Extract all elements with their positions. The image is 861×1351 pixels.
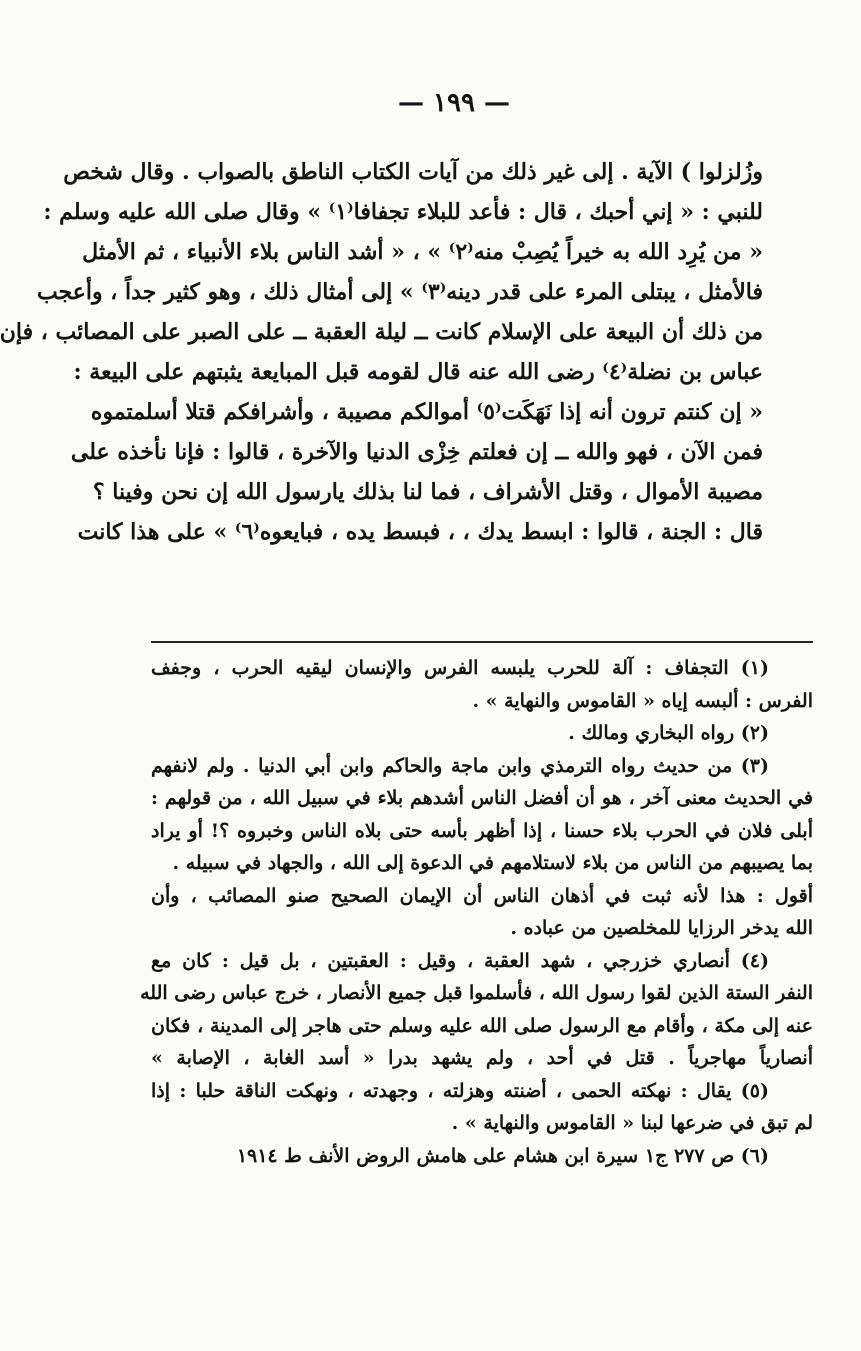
footnote-line: (٦) ص ٢٧٧ ج١ سيرة ابن هشام على هامش الروض الأنف ط ١٩١٤ bbox=[236, 1144, 769, 1167]
footnote-line: (٤) أنصاري خزرجي ، شهد العقبة ، وقيل : العقبتين ، بل قيل : كان مع bbox=[151, 949, 769, 972]
footnote-line: عنه إلى مكة ، وأقام مع الرسول صلى الله عليه وسلم حتى هاجر إلى المدينة ، فكان bbox=[151, 1014, 813, 1037]
footnote-line: (٢) رواه البخاري ومالك . bbox=[568, 722, 769, 744]
footnote-line: أبلى فلان في الحرب بلاء حسنا ، إذا أظهر بأسه حتى بلاه الناس وخبروه ؟! أو يراد bbox=[151, 819, 813, 842]
main-text bbox=[0, 152, 763, 552]
footnote-line: في الحديث معنى آخر ، هو أن أفضل الناس أشدهم بلاء في سبيل الله ، من قولهم : bbox=[151, 787, 813, 809]
main-line: فالأمثل ، يبتلى المرء على قدر دينه⁽٣⁾ » إلى أمثال ذلك ، وهو كثير جداً ، وأعجب bbox=[36, 279, 763, 305]
main-line: عباس بن نضلة⁽٤⁾ رضى الله عنه قال لقومه قبل المبايعة يثبتهم على البيعة : bbox=[73, 359, 763, 385]
page-number: — ١٩٩ — bbox=[397, 88, 511, 118]
footnote-line: أقول : هذا لأنه ثبت في أذهان الناس أن الإيمان الصحيح صنو المصائب ، وأن bbox=[151, 884, 813, 907]
footnote-line: لم تبق في ضرعها لبنا « القاموس والنهاية » . bbox=[451, 1112, 813, 1134]
main-line: قال : الجنة ، قالوا : ابسط يدك ، ، فبسط يده ، فبايعوه⁽٦⁾ » على هذا كانت bbox=[77, 519, 763, 545]
footnote-divider bbox=[151, 641, 813, 643]
footnote-line: بما يصيبهم من الناس من بلاء لاستلامهم في الدعوة إلى الله ، والجهاد في سبيله . bbox=[172, 852, 813, 874]
footnote-line: الله يدخر الرزايا للمخلصين من عباده . bbox=[510, 917, 813, 939]
main-line: « إن كنتم ترون أنه إذا نَهَكَت⁽٥⁾ أموالكم مصيبة ، وأشرافكم قتلا أسلمتموه bbox=[90, 399, 763, 425]
footnote-line: أنصارياً مهاجرياً . قتل في أحد ، ولم يشهد بدرا « أسد الغابة ، الإصابة » bbox=[151, 1047, 813, 1069]
main-line: وزُلزلوا ) الآية . إلى غير ذلك من آيات الكتاب الناطق بالصواب . وقال شخص bbox=[63, 159, 763, 185]
main-line: من ذلك أن البيعة على الإسلام كانت ــ ليلة العقبة ــ على الصبر على المصائب ، فإن bbox=[0, 319, 763, 345]
footnote-line: (١) التجفاف : آلة للحرب يلبسه الفرس والإنسان ليقيه الحرب ، وجفف bbox=[151, 657, 769, 679]
footnote-line: الفرس : ألبسه إياه « القاموس والنهاية » . bbox=[472, 689, 813, 712]
footnote-line: (٣) من حديث رواه الترمذي وابن ماجة والحاكم وابن أبي الدنيا . ولم لانفهم bbox=[151, 754, 769, 777]
footnotes bbox=[140, 652, 813, 1172]
footnote-line: النفر الستة الذين لقوا رسول الله ، فأسلموا قبل جميع الأنصار ، خرج عباس رضى الله bbox=[140, 982, 813, 1004]
main-line: فمن الآن ، فهو والله ــ إن فعلتم خِزْى الدنيا والآخرة ، قالوا : فإنا نأخذه على bbox=[70, 439, 763, 465]
footnote-line: (٥) يقال : نهكته الحمى ، أضنته وهزلته ، وجهدته ، ونهكت الناقة حلبا : إذا bbox=[151, 1079, 769, 1102]
main-line: « من يُرِد الله به خيراً يُصِبْ منه⁽٢⁾ » ، « أشد الناس بلاء الأنبياء ، ثم الأمثل bbox=[82, 239, 763, 265]
main-line: مصيبة الأموال ، وقتل الأشراف ، فما لنا بذلك يارسول الله إن نحن وفينا ؟ bbox=[92, 479, 763, 505]
main-line: للنبي : « إني أحبك ، قال : فأعد للبلاء تجفافا⁽١⁾ » وقال صلى الله عليه وسلم : bbox=[43, 199, 763, 225]
